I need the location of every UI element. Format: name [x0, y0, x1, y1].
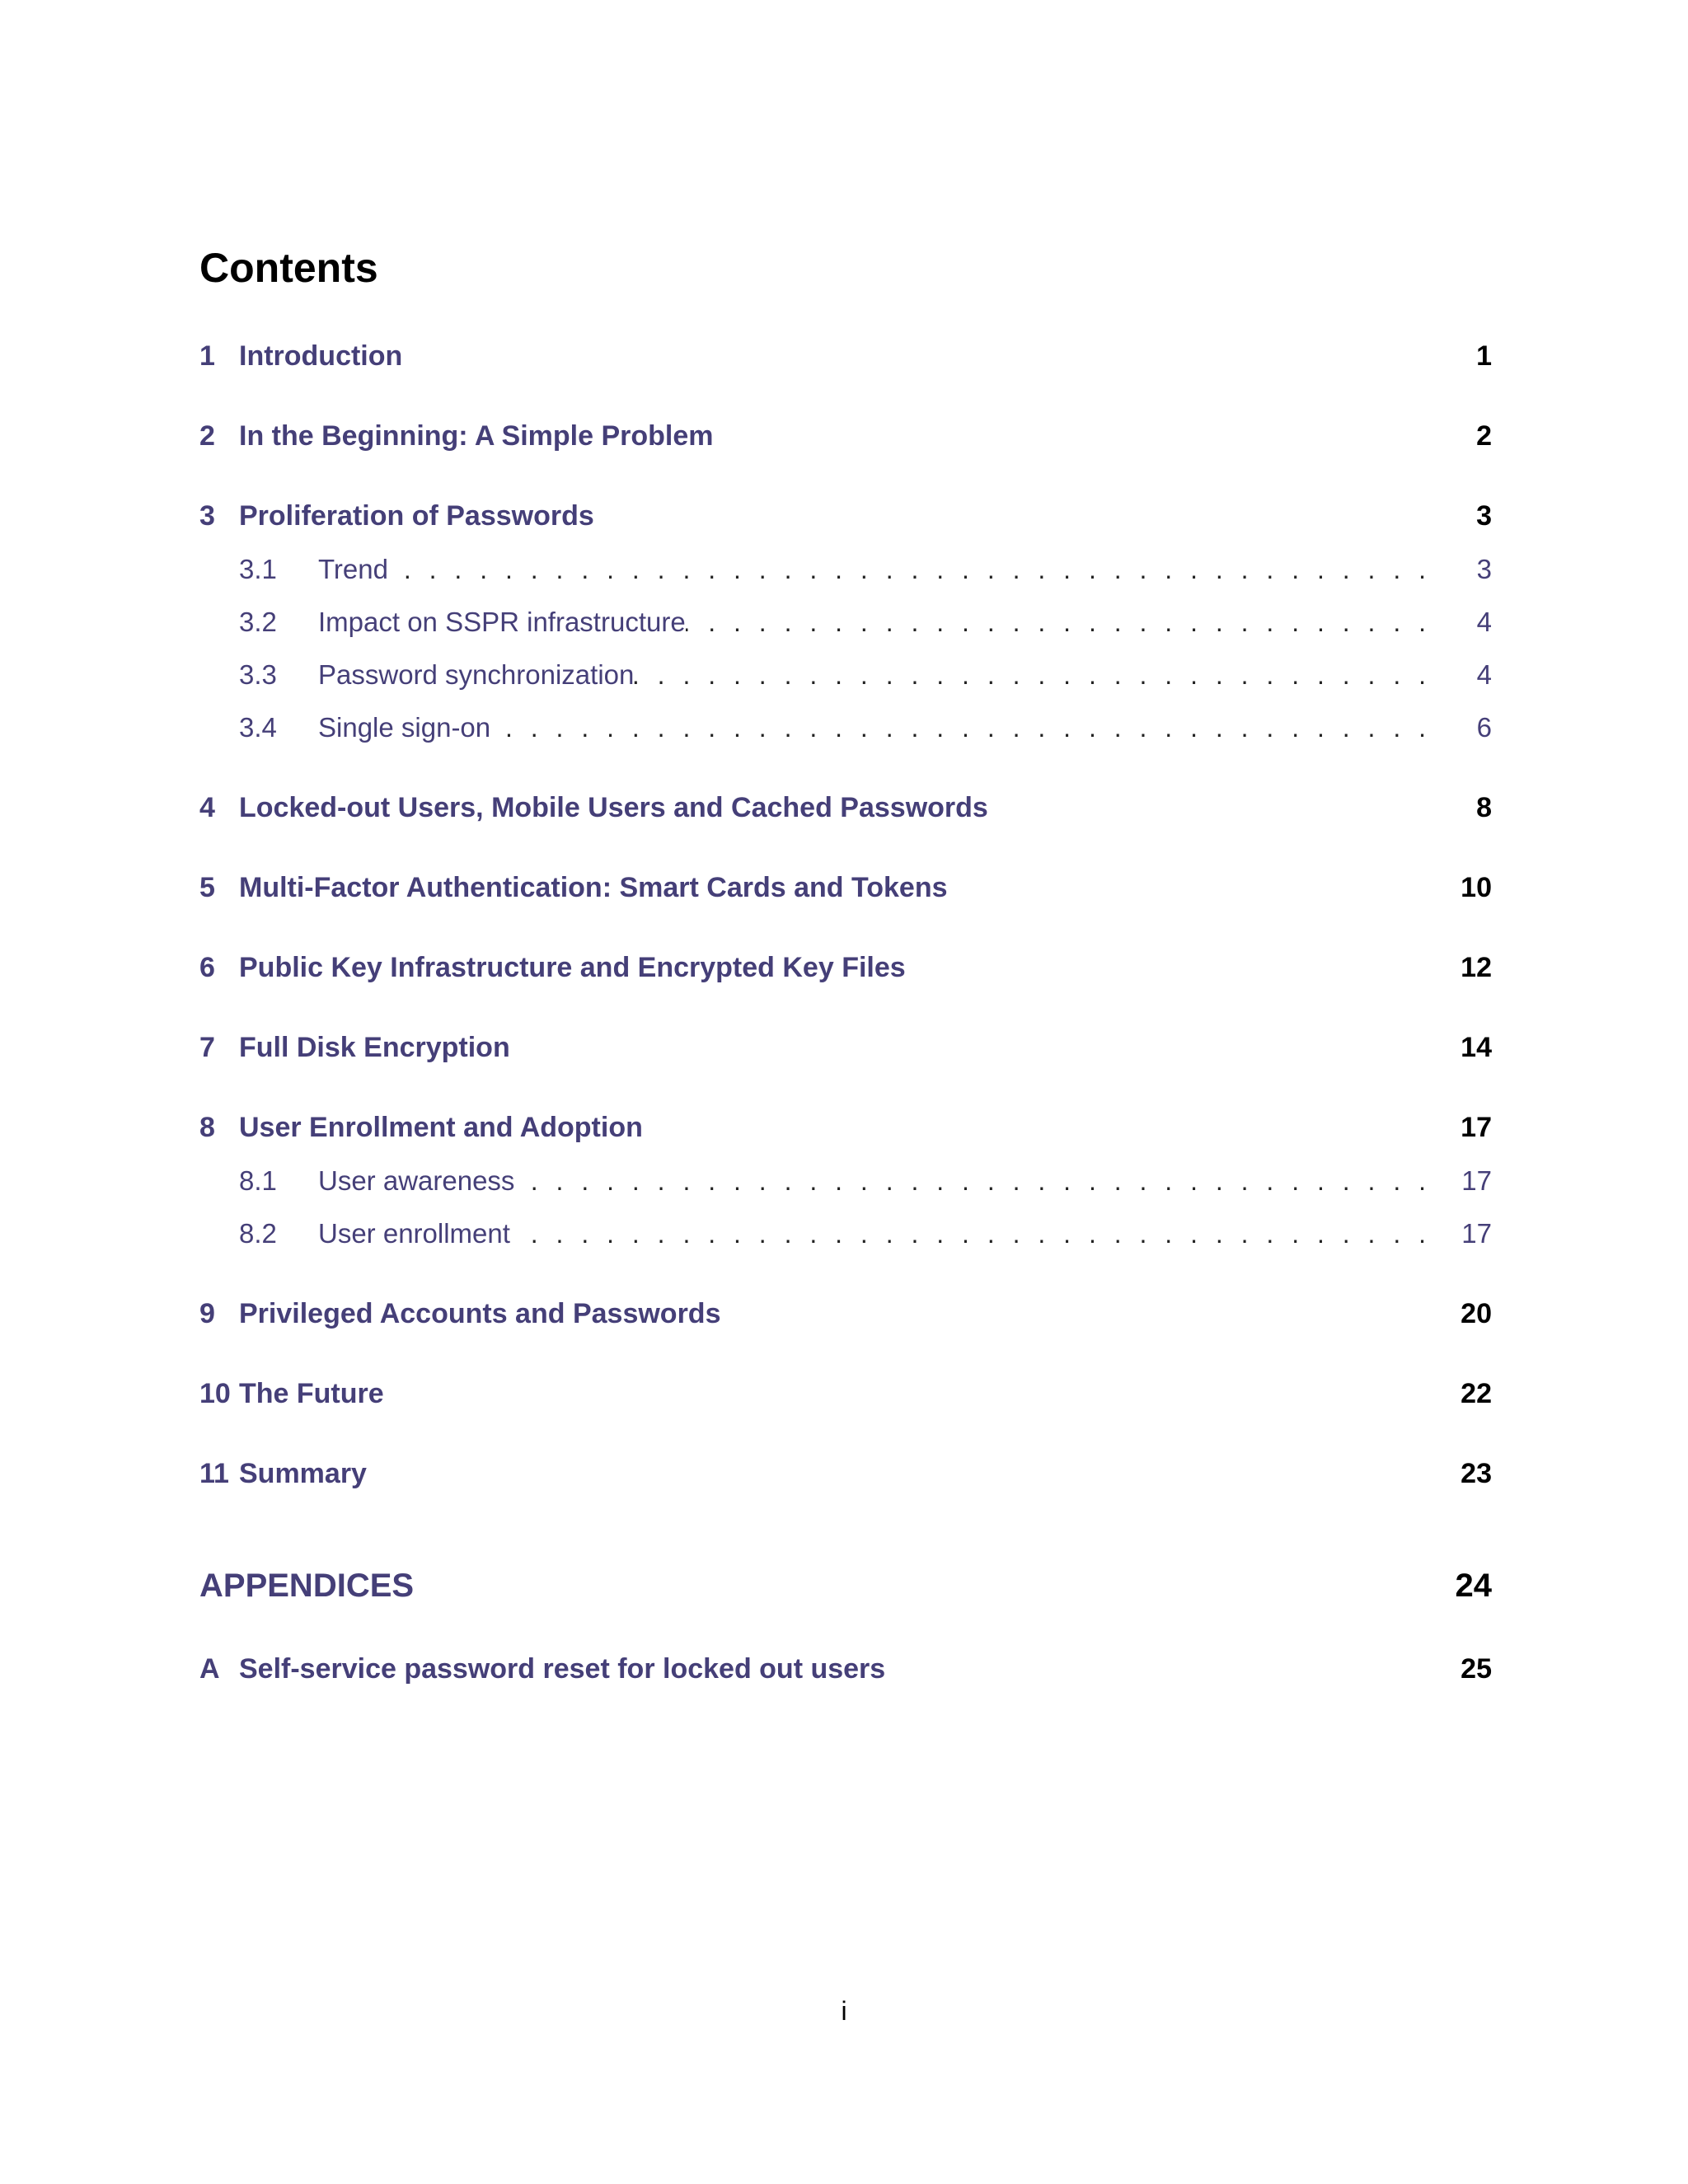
toc-entry-password-synchronization[interactable] — [239, 654, 1492, 696]
toc-entry-number: 8 — [199, 1111, 215, 1143]
toc-entry-page: 17 — [1461, 1218, 1492, 1249]
toc-entry-number: 3 — [199, 499, 215, 532]
toc-entry-number: 8.1 — [239, 1165, 277, 1196]
toc-entry-number: 6 — [199, 951, 215, 983]
toc-entry-number: 3.3 — [239, 659, 277, 690]
toc-dot-leader — [510, 1219, 1459, 1249]
toc-entry-title: The Future — [239, 1377, 384, 1409]
toc-entry-page: 17 — [1461, 1165, 1492, 1196]
toc-dot-leader — [490, 713, 1459, 743]
toc-entry-title: Self-service password reset for locked out users — [239, 1652, 886, 1685]
toc-entry-number: 3.4 — [239, 712, 277, 743]
toc-entry-page: 8 — [1476, 791, 1492, 823]
toc-entry-impact-on-sspr[interactable] — [239, 601, 1492, 644]
toc-entry-page: 17 — [1461, 1111, 1492, 1143]
toc-part-title: APPENDICES — [199, 1567, 415, 1604]
toc-entry-number: 3.1 — [239, 554, 277, 584]
toc-entry-title: Privileged Accounts and Passwords — [239, 1297, 721, 1329]
toc-entry-page: 10 — [1461, 871, 1492, 903]
toc-entry-number: 8.2 — [239, 1218, 277, 1249]
toc-entry-number: 1 — [199, 340, 215, 372]
toc-entry-locked-out-users[interactable] — [199, 786, 1492, 829]
toc-entry-number: 4 — [199, 791, 215, 823]
toc-entry-summary[interactable] — [199, 1452, 1492, 1495]
toc-entry-number: 5 — [199, 871, 215, 903]
toc-dot-leader — [388, 555, 1459, 585]
toc-entry-title: Public Key Infrastructure and Encrypted Key Files — [239, 951, 906, 983]
toc-entry-introduction[interactable] — [199, 335, 1492, 377]
toc-entry-number: A — [199, 1652, 220, 1685]
toc-entry-number: 7 — [199, 1031, 215, 1063]
toc-entry-page: 20 — [1461, 1297, 1492, 1329]
toc-entry-in-the-beginning[interactable] — [199, 415, 1492, 457]
toc-entry-page: 2 — [1476, 419, 1492, 452]
toc-entry-user-enrollment-and-adoption[interactable] — [199, 1106, 1492, 1149]
toc-entry-title: Locked-out Users, Mobile Users and Cached Passwords — [239, 791, 988, 823]
page-number: i — [841, 1996, 847, 2026]
toc-entry-privileged-accounts[interactable] — [199, 1292, 1492, 1335]
toc-entry-the-future[interactable] — [199, 1372, 1492, 1415]
toc-entry-title: Proliferation of Passwords — [239, 499, 594, 532]
toc-entry-number: 3.2 — [239, 607, 277, 637]
toc-entry-page: 25 — [1461, 1652, 1492, 1685]
toc-entry-title: User awareness — [318, 1165, 515, 1196]
toc-entry-page: 6 — [1476, 712, 1492, 743]
toc-entry-public-key-infrastructure[interactable] — [199, 946, 1492, 989]
toc-entry-page: 4 — [1476, 659, 1492, 690]
toc-entry-page: 22 — [1461, 1377, 1492, 1409]
toc-entry-proliferation-of-passwords[interactable] — [199, 494, 1492, 537]
toc-entry-title: User Enrollment and Adoption — [239, 1111, 643, 1143]
toc-entry-trend[interactable] — [239, 548, 1492, 591]
toc-entry-title: Full Disk Encryption — [239, 1031, 510, 1063]
toc-entry-number: 9 — [199, 1297, 215, 1329]
toc-entry-title: Trend — [318, 554, 388, 584]
toc-entry-multi-factor-authentication[interactable] — [199, 866, 1492, 909]
toc-entry-number: 2 — [199, 419, 215, 452]
toc-entry-number: 11 — [199, 1457, 229, 1489]
toc-entry-page: 3 — [1476, 554, 1492, 584]
toc-entry-user-awareness[interactable] — [239, 1160, 1492, 1202]
toc-entry-title: Multi-Factor Authentication: Smart Cards and Tokens — [239, 871, 948, 903]
toc-dot-leader — [634, 660, 1459, 691]
toc-entry-title: Password synchronization — [318, 659, 635, 690]
toc-entry-page: 23 — [1461, 1457, 1492, 1489]
toc-entry-title: Single sign-on — [318, 712, 491, 743]
toc-entry-number: 10 — [199, 1377, 231, 1409]
toc-entry-page: 1 — [1476, 340, 1492, 372]
toc-entry-title: Impact on SSPR infrastructure — [318, 607, 686, 637]
toc-heading: Contents — [199, 245, 378, 291]
toc-entry-title: In the Beginning: A Simple Problem — [239, 419, 714, 452]
toc-entry-user-enrollment[interactable] — [239, 1212, 1492, 1255]
toc-entry-page: 14 — [1461, 1031, 1492, 1063]
toc-dot-leader — [686, 607, 1459, 638]
toc-entry-page: 3 — [1476, 499, 1492, 532]
toc-entry-single-sign-on[interactable] — [239, 706, 1492, 749]
toc-entry-appendix-a[interactable] — [199, 1647, 1492, 1690]
toc-entry-full-disk-encryption[interactable] — [199, 1026, 1492, 1069]
toc-entry-title: Introduction — [239, 340, 403, 372]
toc-entry-page: 4 — [1476, 607, 1492, 637]
toc-entry-title: User enrollment — [318, 1218, 510, 1249]
toc-entry-title: Summary — [239, 1457, 367, 1489]
toc-part-appendices[interactable] — [199, 1561, 1492, 1610]
toc-dot-leader — [514, 1166, 1459, 1197]
toc-part-page: 24 — [1455, 1567, 1492, 1604]
toc-entry-page: 12 — [1461, 951, 1492, 983]
